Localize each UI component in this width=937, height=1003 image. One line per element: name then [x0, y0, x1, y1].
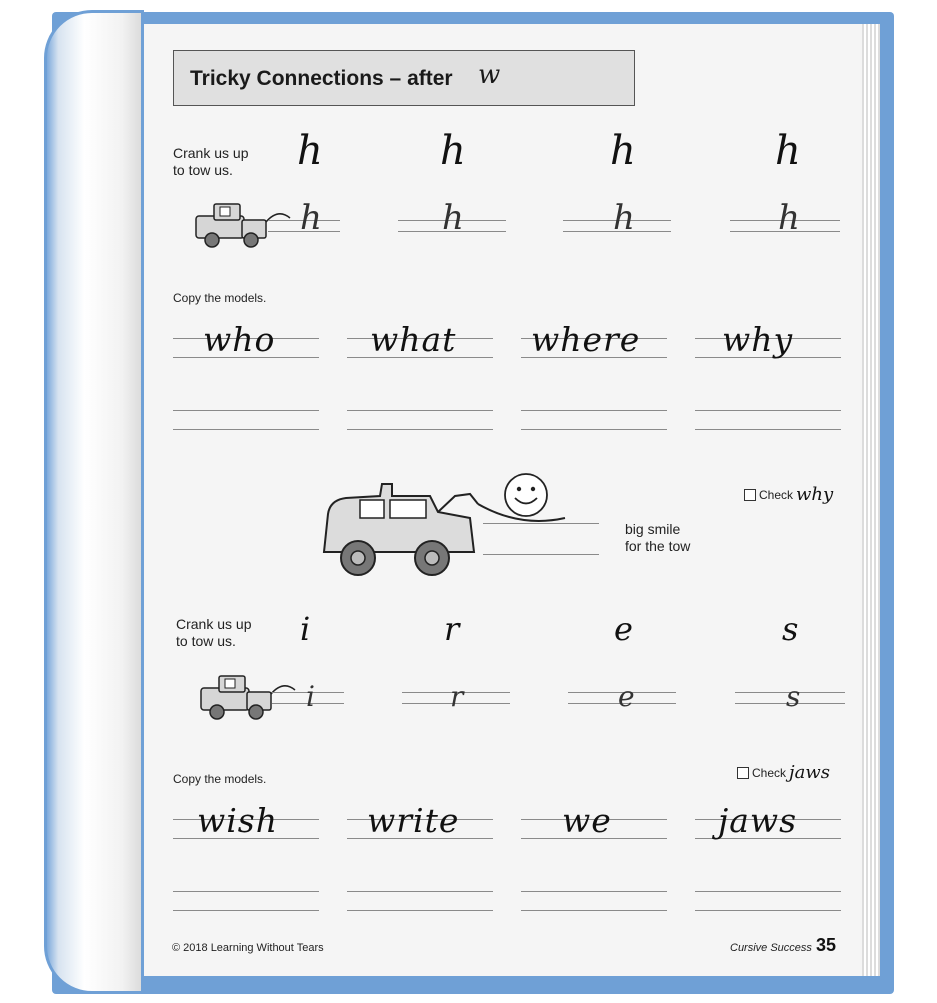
- section2-instruction: Crank us up to tow us.: [176, 616, 252, 649]
- copy2-blank-line-1[interactable]: [173, 891, 319, 911]
- check-label: Check: [759, 487, 794, 502]
- copy1-blank-line-4[interactable]: [695, 410, 841, 430]
- section1-instruction: Crank us up to tow us.: [173, 145, 249, 178]
- trace-letter-4: h: [778, 198, 800, 238]
- book-title-footer: Cursive Success: [730, 942, 812, 954]
- copy2-word-4: jaws: [718, 801, 798, 840]
- smiley-face-icon: [503, 472, 549, 518]
- check-word: why: [796, 484, 834, 505]
- copy2-blank-line-4[interactable]: [695, 891, 841, 911]
- copy1-word-2: what: [370, 320, 457, 359]
- page-edges: [862, 24, 880, 976]
- model-letter-1: h: [297, 128, 323, 174]
- copy1-blank-line-3[interactable]: [521, 410, 667, 430]
- copy2-word-1: wish: [197, 801, 278, 840]
- check-label: Check: [752, 765, 787, 780]
- copy2-blank-line-2[interactable]: [347, 891, 493, 911]
- trace-letter-6: r: [450, 680, 464, 713]
- page-title: Tricky Connections – after: [190, 67, 453, 90]
- copy2-word-2: write: [367, 801, 460, 840]
- check-jaws[interactable]: [737, 762, 830, 783]
- trace-letter-1: h: [300, 198, 322, 238]
- page-number: 35: [816, 935, 837, 955]
- tow-guide-lines: [483, 523, 599, 555]
- trace-letter-7: e: [618, 680, 635, 713]
- model-letter-3: h: [610, 128, 636, 174]
- trace-letter-8: s: [786, 680, 801, 713]
- model-letter-6: r: [444, 610, 460, 648]
- trace-letter-3: h: [613, 198, 635, 238]
- copyright-footer: © 2018 Learning Without Tears: [172, 942, 324, 954]
- title-letter: w: [478, 60, 501, 90]
- copy2-word-3: we: [562, 801, 612, 840]
- checkbox-icon[interactable]: [737, 767, 749, 779]
- model-letter-7: e: [614, 610, 633, 648]
- big-smile-caption: big smile for the tow: [625, 521, 691, 554]
- copy1-instruction: Copy the models.: [173, 291, 267, 305]
- copy1-blank-line-2[interactable]: [347, 410, 493, 430]
- trace-letter-2: h: [442, 198, 464, 238]
- check-why[interactable]: [744, 484, 833, 505]
- copy1-word-1: who: [203, 320, 276, 359]
- model-letter-5: i: [300, 610, 311, 648]
- model-letter-2: h: [440, 128, 466, 174]
- model-letter-4: h: [775, 128, 801, 174]
- copy2-blank-line-3[interactable]: [521, 891, 667, 911]
- copy2-instruction: Copy the models.: [173, 772, 267, 786]
- book-spine: [44, 10, 144, 994]
- copy1-blank-line-1[interactable]: [173, 410, 319, 430]
- model-letter-8: s: [782, 610, 799, 648]
- copy1-word-4: why: [722, 320, 794, 359]
- checkbox-icon[interactable]: [744, 489, 756, 501]
- copy1-word-3: where: [531, 320, 641, 359]
- trace-letter-5: i: [306, 680, 315, 713]
- check-word: jaws: [789, 762, 830, 783]
